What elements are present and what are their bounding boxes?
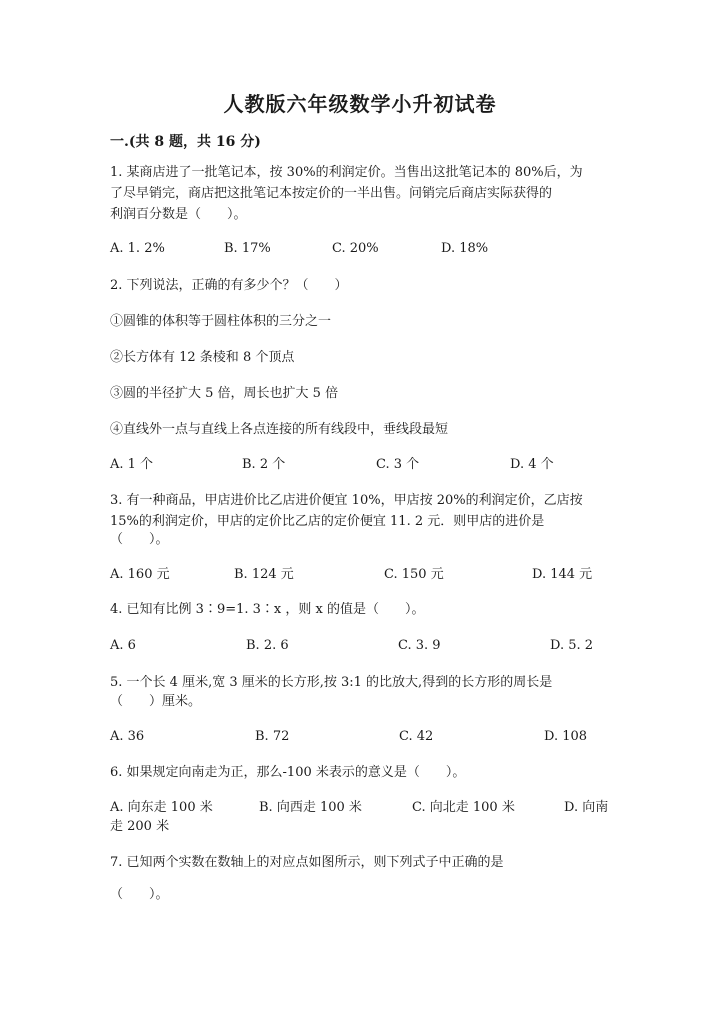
q4-option-a[interactable]: A. 6 [110, 638, 136, 653]
q3-option-d[interactable]: D. 144 元 [532, 567, 593, 582]
q3-option-c[interactable]: C. 150 元 [384, 567, 444, 582]
q5-option-c[interactable]: C. 42 [399, 729, 434, 744]
page-title: 人教版六年级数学小升初试卷 [223, 92, 497, 116]
q2-option-b[interactable]: B. 2 个 [242, 457, 286, 472]
q5-option-a[interactable]: A. 36 [110, 729, 145, 744]
q2-option-a[interactable]: A. 1 个 [110, 457, 154, 472]
q6-option-d[interactable]: D. 向南 [564, 800, 609, 815]
q3-line-3: （ ）。 [110, 532, 169, 547]
q1-option-d[interactable]: D. 18% [441, 241, 489, 256]
q2-statement-1: ①圆锥的体积等于圆柱体积的三分之一 [110, 314, 332, 329]
q3-line-1: 3. 有一种商品，甲店进价比乙店进价便宜 10%，甲店按 20%的利润定价，乙店按 [110, 493, 583, 508]
q3-option-b[interactable]: B. 124 元 [234, 567, 294, 582]
q3-options [110, 565, 610, 585]
q6-option-b[interactable]: B. 向西走 100 米 [259, 800, 362, 815]
section-header: 一.(共 8 题，共 16 分) [110, 134, 261, 150]
q4-options [110, 636, 610, 656]
q4-option-c[interactable]: C. 3. 9 [398, 638, 441, 653]
q2-statement-3: ③圆的半径扩大 5 倍，周长也扩大 5 倍 [110, 386, 339, 401]
q5-line-2: （ ）厘米。 [110, 694, 202, 709]
q1-line-1: 1. 某商店进了一批笔记本，按 30%的利润定价。当售出这批笔记本的 80%后，为 [110, 165, 583, 180]
q6-options [110, 798, 610, 818]
q6-line-1: 6. 如果规定向南走为正，那么-100 米表示的意义是（ ）。 [110, 765, 466, 780]
q1-line-2: 了尽早销完，商店把这批笔记本按定价的一半出售。问销完后商店实际获得的 [110, 186, 553, 201]
q4-option-b[interactable]: B. 2. 6 [246, 638, 289, 653]
q6-option-c[interactable]: C. 向北走 100 米 [412, 800, 515, 815]
q5-option-d[interactable]: D. 108 [544, 729, 588, 744]
q2-option-d[interactable]: D. 4 个 [510, 457, 554, 472]
q1-option-c[interactable]: C. 20% [332, 241, 379, 256]
q1-option-a[interactable]: A. 1. 2% [110, 241, 165, 256]
q2-line-1: 2. 下列说法，正确的有多少个？（ ） [110, 278, 348, 293]
q6-option-a[interactable]: A. 向东走 100 米 [110, 800, 213, 815]
q3-line-2: 15%的利润定价，甲店的定价比乙店的定价便宜 11. 2 元．则甲店的进价是 [110, 514, 545, 529]
q7-line-2: （ ）。 [110, 887, 169, 902]
q1-line-3: 利润百分数是（ ）。 [110, 207, 247, 222]
q2-statement-2: ②长方体有 12 条棱和 8 个顶点 [110, 350, 295, 365]
q4-option-d[interactable]: D. 5. 2 [550, 638, 594, 653]
q1-options [110, 239, 610, 259]
q2-option-c[interactable]: C. 3 个 [376, 457, 420, 472]
q7-line-1: 7. 已知两个实数在数轴上的对应点如图所示，则下列式子中正确的是 [110, 855, 504, 870]
q4-line-1: 4. 已知有比例 3∶9=1. 3∶x ，则 x 的值是（ ）。 [110, 602, 425, 617]
q5-line-1: 5. 一个长 4 厘米,宽 3 厘米的长方形,按 3:1 的比放大,得到的长方形的周长是 [110, 675, 553, 690]
q2-options [110, 455, 610, 475]
q2-statement-4: ④直线外一点与直线上各点连接的所有线段中，垂线段最短 [110, 422, 449, 437]
q6-option-d-wrap: 走 200 米 [110, 819, 170, 834]
q1-option-b[interactable]: B. 17% [224, 241, 271, 256]
q3-option-a[interactable]: A. 160 元 [110, 567, 170, 582]
q5-options [110, 727, 610, 747]
q5-option-b[interactable]: B. 72 [255, 729, 290, 744]
